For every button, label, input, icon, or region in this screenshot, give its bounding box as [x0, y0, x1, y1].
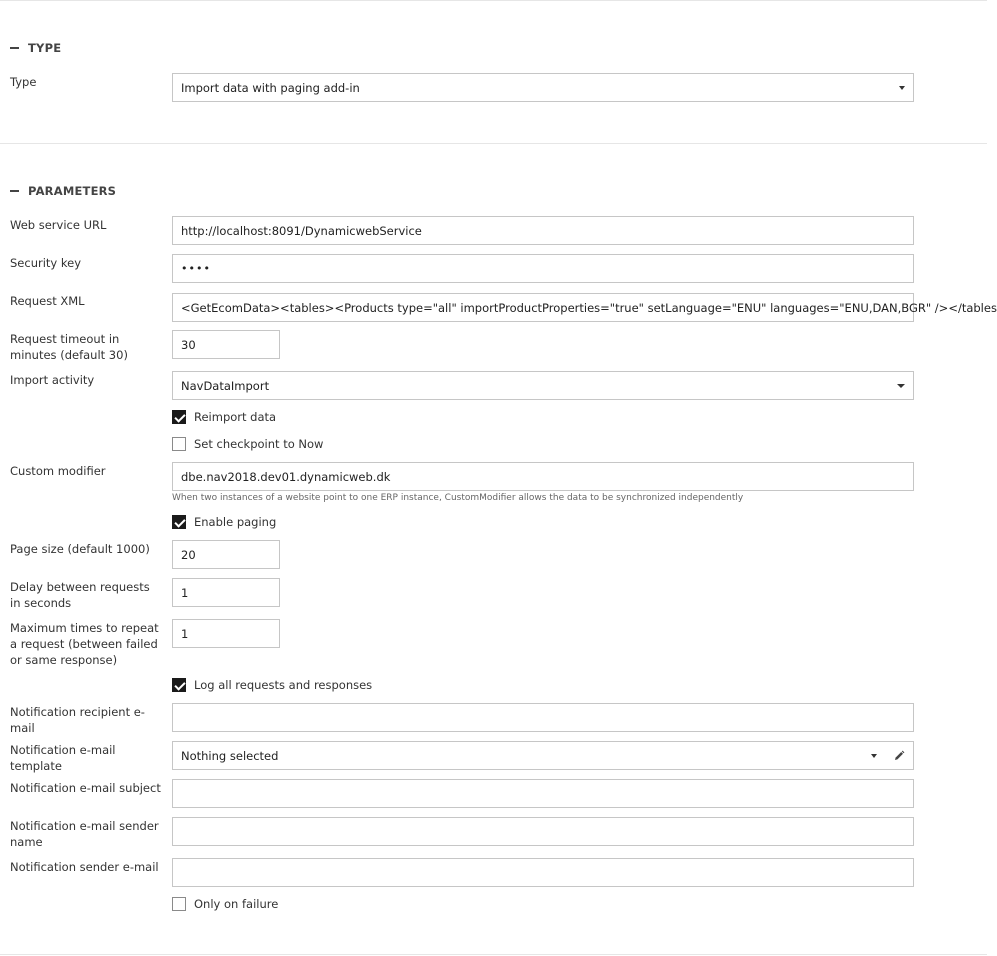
section-header-type[interactable]	[10, 40, 61, 56]
notification-recipient-input[interactable]	[172, 703, 914, 732]
log-all-checkbox[interactable]	[172, 678, 186, 692]
custom-modifier-hint: When two instances of a website point to one ERP instance, CustomModifier allows the data to be synchronized independently	[172, 493, 744, 503]
type-select-value: Import data with paging add-in	[181, 80, 360, 95]
top-divider	[0, 0, 987, 1]
import-activity-value: NavDataImport	[181, 378, 270, 393]
web-service-url-label: Web service URL	[10, 218, 107, 232]
set-checkpoint-checkbox-row[interactable]	[172, 435, 323, 453]
reimport-data-checkbox-row[interactable]	[172, 408, 276, 426]
set-checkpoint-checkbox[interactable]	[172, 437, 186, 451]
max-repeat-label: Maximum times to repeat a request (between failed or same response)	[10, 621, 159, 667]
notification-template-label: Notification e-mail template	[10, 743, 116, 773]
notification-subject-input[interactable]	[172, 779, 914, 808]
collapse-icon[interactable]	[10, 47, 19, 49]
security-key-input[interactable]: ••••	[172, 254, 914, 283]
set-checkpoint-label: Set checkpoint to Now	[194, 437, 324, 451]
log-all-checkbox-row[interactable]	[172, 676, 372, 694]
collapse-icon[interactable]	[10, 190, 19, 192]
request-xml-input[interactable]: <GetEcomData><tables><Products type="all" importProductProperties="true" setLanguage="ENU" languages="ENU,DAN,BGR" /></tables	[172, 293, 914, 322]
only-on-failure-checkbox[interactable]	[172, 897, 186, 911]
caret-down-icon	[871, 754, 877, 758]
notification-sender-name-label: Notification e-mail sender name	[10, 819, 159, 849]
notification-template-value: Nothing selected	[181, 748, 279, 763]
only-on-failure-checkbox-row[interactable]	[172, 895, 278, 913]
notification-template-select[interactable]	[172, 741, 886, 770]
import-activity-label: Import activity	[10, 373, 95, 387]
section-title-type: TYPE	[28, 41, 62, 55]
reimport-data-checkbox[interactable]	[172, 410, 186, 424]
notification-recipient-label: Notification recipient e-mail	[10, 705, 145, 735]
pencil-icon	[893, 750, 905, 762]
enable-paging-checkbox[interactable]	[172, 515, 186, 529]
log-all-label: Log all requests and responses	[194, 678, 373, 692]
custom-modifier-label: Custom modifier	[10, 464, 106, 478]
caret-down-icon	[897, 384, 905, 388]
notification-subject-label: Notification e-mail subject	[10, 781, 161, 795]
delay-input[interactable]: 1	[172, 578, 280, 607]
type-select[interactable]	[172, 73, 914, 102]
request-timeout-input[interactable]: 30	[172, 330, 280, 359]
enable-paging-checkbox-row[interactable]	[172, 513, 276, 531]
caret-down-icon	[899, 86, 905, 90]
edit-template-button[interactable]	[885, 741, 914, 770]
request-xml-label: Request XML	[10, 294, 85, 308]
import-activity-select[interactable]	[172, 371, 914, 400]
section-title-parameters: PARAMETERS	[28, 184, 117, 198]
only-on-failure-label: Only on failure	[194, 897, 279, 911]
bottom-divider	[0, 954, 987, 955]
max-repeat-input[interactable]: 1	[172, 619, 280, 648]
security-key-label: Security key	[10, 256, 82, 270]
type-label: Type	[10, 75, 37, 89]
section-divider	[0, 143, 987, 144]
request-timeout-label: Request timeout in minutes (default 30)	[10, 332, 128, 362]
notification-sender-name-input[interactable]	[172, 817, 914, 846]
reimport-data-label: Reimport data	[194, 410, 277, 424]
page-size-label: Page size (default 1000)	[10, 542, 150, 556]
section-header-parameters[interactable]	[10, 183, 116, 199]
notification-sender-email-input[interactable]	[172, 858, 914, 887]
delay-label: Delay between requests in seconds	[10, 580, 150, 610]
notification-sender-email-label: Notification sender e-mail	[10, 860, 159, 874]
page-size-input[interactable]: 20	[172, 540, 280, 569]
web-service-url-input[interactable]: http://localhost:8091/DynamicwebService	[172, 216, 914, 245]
enable-paging-label: Enable paging	[194, 515, 277, 529]
custom-modifier-input[interactable]: dbe.nav2018.dev01.dynamicweb.dk	[172, 462, 914, 491]
